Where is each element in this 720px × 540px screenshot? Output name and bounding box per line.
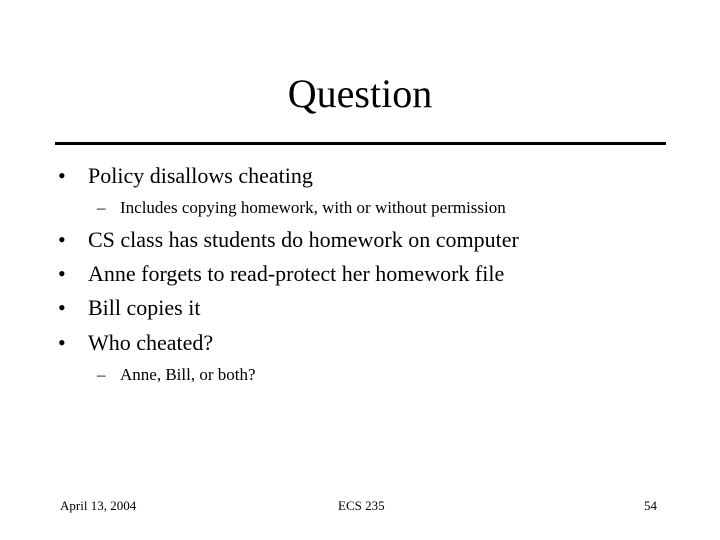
footer-course: ECS 235 — [338, 498, 385, 513]
sub-bullet-item — [0, 196, 720, 220]
sub-bullet-text: Anne, Bill, or both? — [120, 365, 256, 384]
page-number: 54 — [644, 498, 657, 513]
bullet-marker: • — [58, 261, 66, 286]
bullet-item — [0, 328, 720, 358]
bullet-text: CS class has students do homework on computer — [88, 227, 519, 252]
bullet-item — [0, 161, 720, 191]
title-divider — [55, 142, 666, 145]
sub-bullet-text: Includes copying homework, with or without permission — [120, 198, 506, 217]
bullet-marker: • — [58, 295, 66, 320]
bullet-text: Who cheated? — [88, 330, 214, 355]
bullet-text: Anne forgets to read-protect her homework file — [88, 261, 505, 286]
footer-date: April 13, 2004 — [60, 498, 137, 513]
bullet-item — [0, 225, 720, 255]
sub-bullet-item — [0, 363, 720, 387]
bullet-marker: • — [58, 163, 66, 188]
bullet-marker: • — [58, 330, 66, 355]
bullet-marker: • — [58, 227, 66, 252]
bullet-item — [0, 293, 720, 323]
slide-title: Question — [287, 71, 433, 116]
sub-bullet-marker: – — [97, 365, 106, 384]
bullet-item — [0, 259, 720, 289]
bullet-text: Policy disallows cheating — [88, 163, 313, 188]
sub-bullet-marker: – — [97, 198, 106, 217]
bullet-text: Bill copies it — [88, 295, 201, 320]
